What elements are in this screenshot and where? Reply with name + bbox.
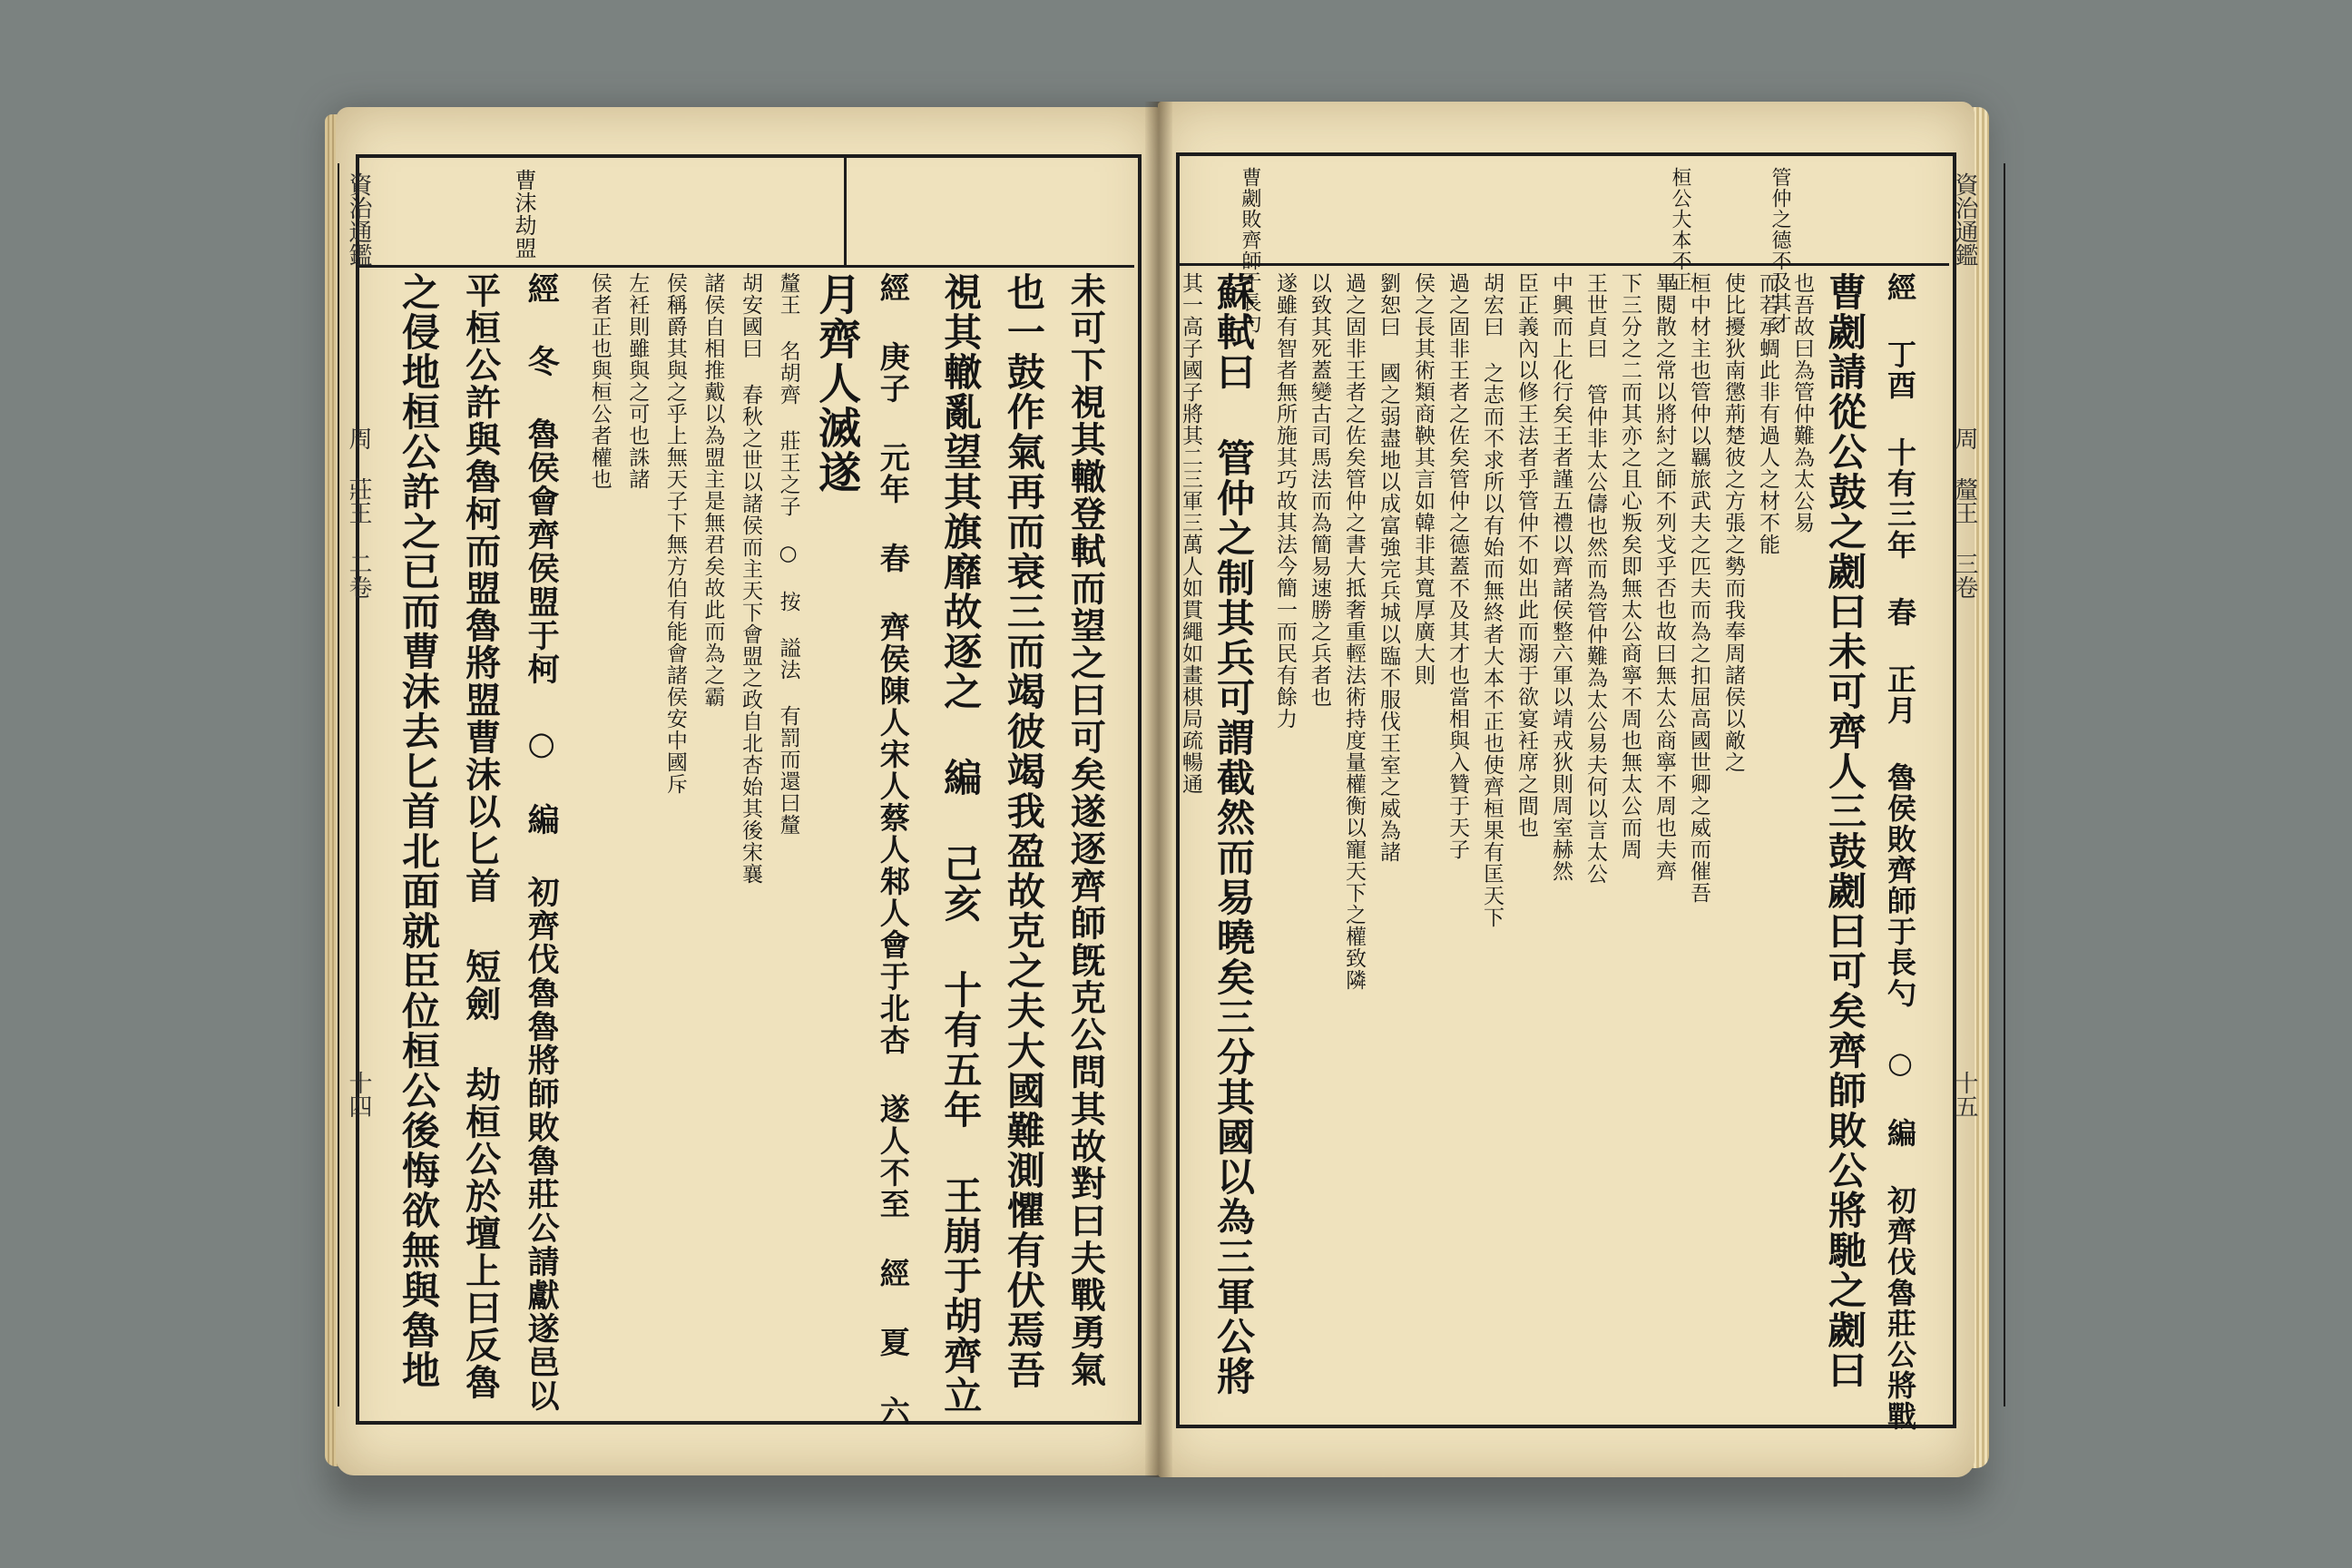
right-margin-title: 資治通鑑	[1951, 172, 1978, 267]
left-page-text-column: 釐王 名胡齊 莊王之子 ○ 按 謚法 有罰而還曰釐	[776, 272, 800, 836]
right-header-note-1: 曹劌敗齊師于長勺	[1239, 167, 1261, 334]
left-header-divider	[844, 158, 847, 265]
right-page-text-column: 而若承蜩此非有過人之材不能	[1756, 272, 1779, 555]
right-page-text-column: 曹劌請從公鼓之劌曰未可齊人三鼓劌曰可矣齊師敗公將馳之劌曰	[1823, 272, 1867, 1390]
right-header-note-2: 桓公大本不正	[1669, 167, 1691, 292]
right-page-text-column: 也吾故曰為管仲難為太公易	[1790, 272, 1814, 534]
left-margin-title: 資治通鑑	[345, 172, 372, 267]
right-page-text-column: 侯之長其術類商鞅其言如韓非其寬厚廣大則	[1411, 272, 1435, 686]
right-page-text-column: 經 丁酉 十有三年 春 正月 魯侯敗齊師于長勺 ○ 編 初齊伐魯莊公將戰	[1883, 272, 1917, 1432]
left-page-text-column: 侯稱爵其與之乎上無天子下無方伯有能會諸侯安中國斥	[662, 272, 687, 795]
right-page-text-column: 桓中材主也管仲以羈旅武夫之匹夫而為之扣屈高國世卿之威而催吾	[1687, 272, 1710, 904]
right-margin-page: 十五	[1951, 1071, 1978, 1118]
left-page-text-column: 也一鼓作氣再而衰三而竭彼竭我盈故克之夫大國難測懼有伏焉吾	[1001, 272, 1046, 1390]
right-page-text-column: 過之固非王者之佐矣管仲之書大抵奢重輕法術持度量權衡以寵天下之權致隣	[1342, 272, 1366, 991]
right-page-text-column: 畢閱散之常以將紂之師不列戈乎否也故曰無太公商寧不周也夫齊	[1652, 272, 1676, 882]
left-page-text-column: 之侵地桓公許之已而曹沫去匕首北面就臣位桓公後悔欲無與魯地	[397, 272, 441, 1390]
right-page-text-column: 蘇軾曰 管仲之制其兵可謂截然而易曉矣三分其國以為三軍公將	[1211, 272, 1256, 1396]
left-page-text-column: 胡安國曰 春秋之世以諸侯而主天下會盟之政自北杏始其後宋襄	[739, 272, 762, 885]
right-margin-chapter: 周 釐王 三卷	[1951, 426, 1978, 599]
right-page-text-column: 遂雖有智者無所施其巧故其法今簡一而民有餘力	[1273, 272, 1297, 730]
left-page-text-column: 諸侯自相推戴以為盟主是無君矣故此而為之霸	[701, 272, 725, 708]
right-page-text-column: 以致其死蓋變古司馬法而為簡易速勝之兵者也	[1308, 272, 1331, 708]
right-page-text-column: 過之固非王者之佐矣管仲之德蓋不及其才也當相與入贊于天子	[1446, 272, 1469, 860]
left-page-text-column: 侯者正也與桓公者權也	[587, 272, 612, 490]
left-margin-column	[338, 163, 394, 1406]
left-page-text-column: 經 庚子 元年 春 齊侯陳人宋人蔡人邾人會于北杏 遂人不至 經 夏 六	[875, 272, 911, 1427]
right-page-text-column: 胡宏曰 之志而不求所以有始而無終者大本不正也使齊桓果有匡天下	[1480, 272, 1504, 928]
right-page-text-column: 臣正義內以修王法者乎管仲不如出此而溺于欲宴衽席之間也	[1514, 272, 1538, 838]
left-margin-page: 十四	[345, 1071, 372, 1118]
right-page-text-column: 中興而上化行矣王者謹五禮以齊諸侯整六軍以靖戎狄則周室赫然	[1549, 272, 1573, 882]
right-header-note-3: 管仲之德不及其才	[1769, 167, 1791, 334]
left-header-band	[359, 158, 1134, 268]
left-page-text-column: 左衽則雖與之可也誅諸	[625, 272, 650, 490]
right-page-text-column: 劉恕曰 國之弱盡地以成富強完兵城以臨不服伐王室之威為諸	[1377, 272, 1400, 863]
left-page-text-column: 視其轍亂望其旗靡故逐之 編 己亥 十有五年 王崩于胡齊立	[938, 272, 984, 1416]
right-page-text-column: 使比擾狄南懲荊楚彼之方張之勢而我奉周諸侯以敵之	[1721, 272, 1745, 773]
left-page-text-column: 平桓公許與魯柯而盟魯將盟曹沫以匕首 短劍 劫桓公於壇上曰反魯	[459, 272, 502, 1401]
right-page-text-column: 王世貞曰 管仲非太公儔也然而為管仲難為太公易夫何以言太公	[1583, 272, 1607, 885]
left-page-text-column: 未可下視其轍登軾而望之曰可矣遂逐齊師旣克公問其故對曰夫戰勇氣	[1064, 272, 1107, 1388]
left-page-text-column: 月齊人滅遂	[811, 272, 862, 495]
left-margin-chapter: 周 莊王 二卷	[345, 426, 372, 599]
right-page-text-column: 其一高子國子將其二三軍三萬人如貫繩如畫棋局疏暢通	[1179, 272, 1202, 795]
right-margin-column	[1949, 163, 2005, 1406]
book-gutter	[1145, 102, 1172, 1477]
right-header-band	[1180, 156, 1949, 334]
left-header-note: 曹沫劫盟	[511, 169, 536, 260]
left-page-text-column: 經 冬 魯侯會齊侯盟于柯 ○ 編 初齊伐魯魯將師敗魯莊公請獻遂邑以	[523, 272, 561, 1413]
right-page-text-column: 下三分之二而其亦之且心叛矣即無太公商寧不周也無太公而周	[1618, 272, 1642, 860]
